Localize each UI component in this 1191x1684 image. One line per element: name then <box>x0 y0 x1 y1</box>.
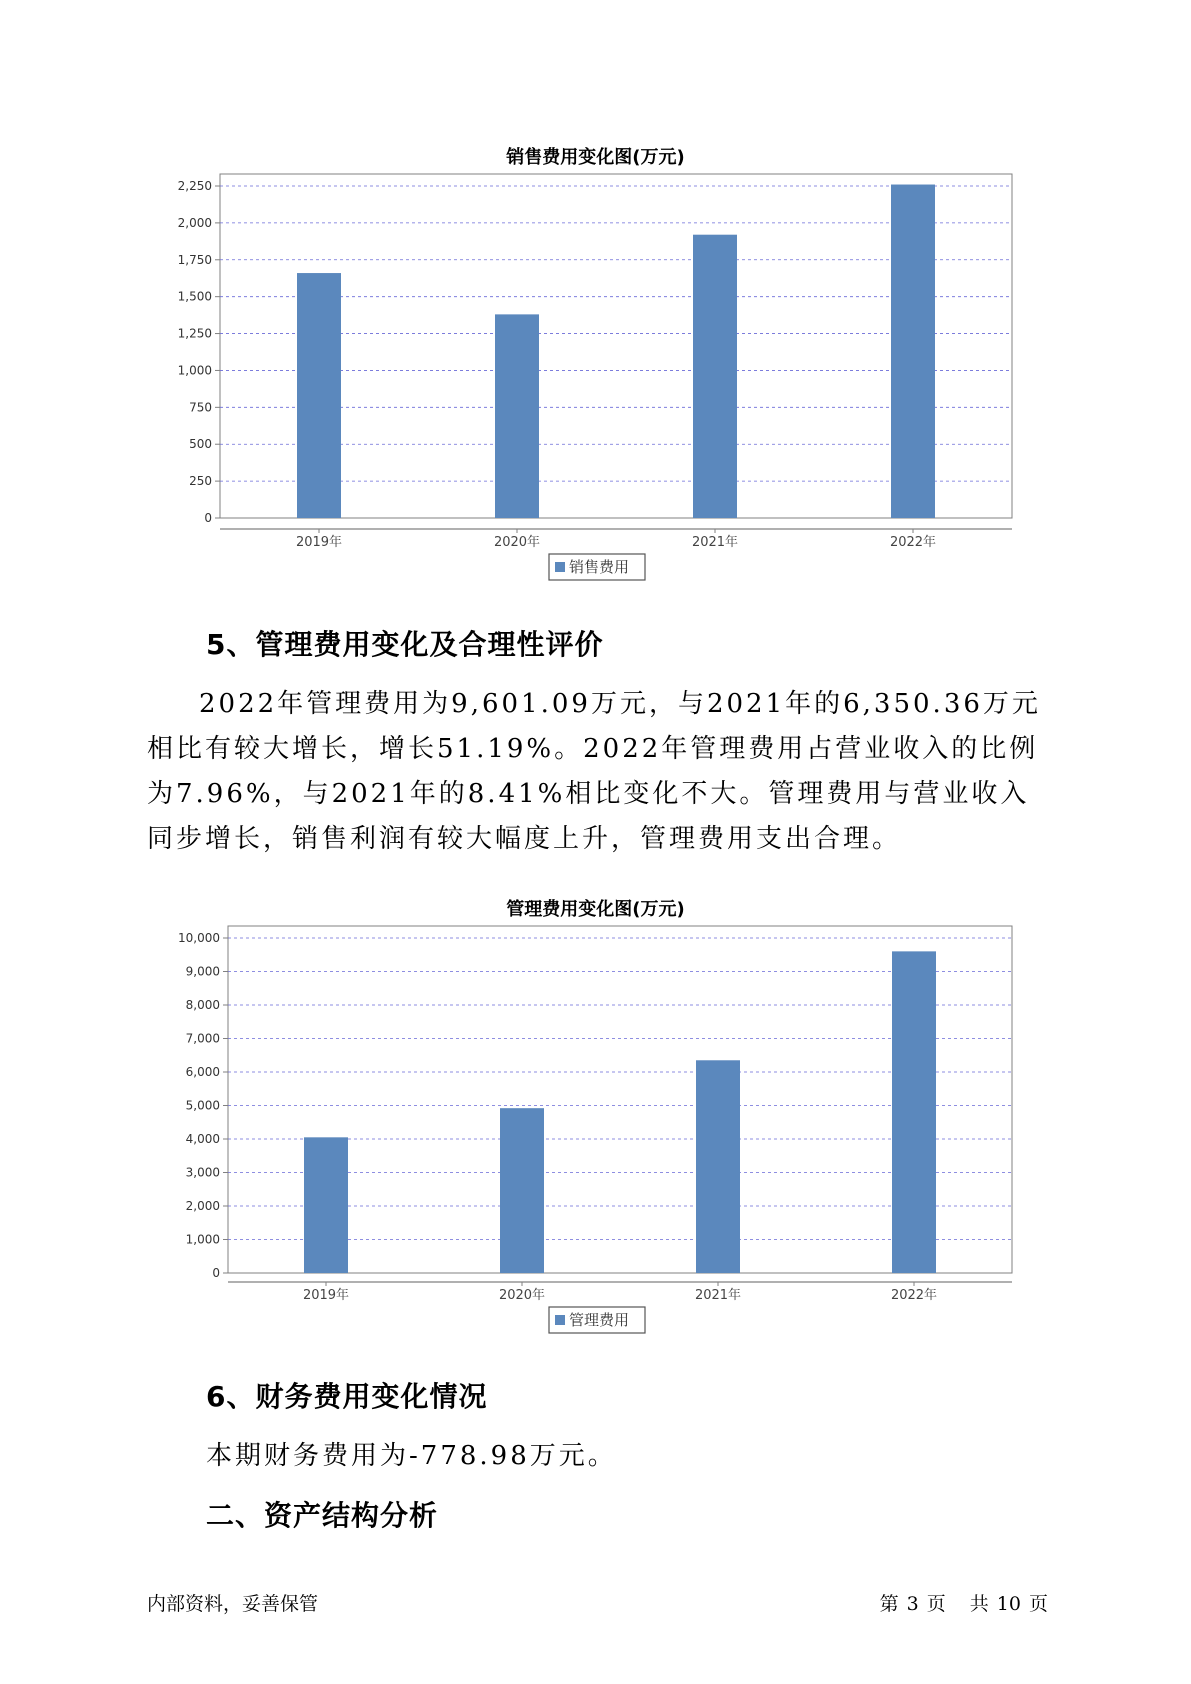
y-tick-label: 2,000 <box>185 1199 220 1213</box>
bar-2019年 <box>304 1137 348 1273</box>
bar-2022年 <box>892 951 936 1273</box>
y-tick-label: 8,000 <box>185 998 220 1012</box>
total-prefix: 共 <box>969 1593 989 1615</box>
y-tick-label: 4,000 <box>185 1132 220 1146</box>
bar-2021年 <box>693 235 737 518</box>
section6-paragraph: 本期财务费用为-778.98万元。 <box>206 1441 617 1471</box>
x-tick-label: 2022年 <box>889 535 937 550</box>
y-tick-label: 1,000 <box>185 1232 220 1247</box>
y-tick-label: 1,750 <box>177 252 212 267</box>
y-tick-label: 500 <box>189 437 212 452</box>
y-tick-label: 3,000 <box>185 1165 220 1180</box>
x-tick-label: 2021年 <box>691 535 739 550</box>
admin-expense-bar-chart <box>0 902 1191 1352</box>
x-tick-label: 2019年 <box>295 535 343 550</box>
section5-heading: 5、管理费用变化及合理性评价 <box>206 628 604 661</box>
y-tick-label: 6,000 <box>185 1065 220 1079</box>
total-suffix: 页 <box>1028 1593 1048 1615</box>
legend <box>549 554 645 580</box>
x-tick-label: 2022年 <box>890 1288 938 1303</box>
legend-label: 管理费用 <box>569 1311 630 1329</box>
chart-title-admin-expense: 管理费用变化图(万元) <box>506 899 685 920</box>
footer-page-indicator <box>876 1589 1052 1616</box>
bar-2022年 <box>891 185 935 518</box>
legend-swatch <box>555 1315 565 1325</box>
y-tick-label: 7,000 <box>185 1031 220 1046</box>
sales-expense-bar-chart <box>0 150 1191 600</box>
legend <box>549 1307 645 1333</box>
page-prefix: 第 <box>879 1593 899 1615</box>
y-tick-label: 250 <box>189 474 212 489</box>
legend-label: 销售费用 <box>569 558 630 576</box>
y-tick-label: 1,500 <box>177 289 212 304</box>
y-tick-label: 0 <box>212 1266 220 1280</box>
bar-2020年 <box>500 1108 544 1273</box>
y-tick-label: 2,000 <box>177 215 212 230</box>
y-tick-label: 750 <box>189 400 212 415</box>
x-tick-label: 2020年 <box>498 1288 546 1303</box>
x-tick-label: 2019年 <box>302 1288 350 1303</box>
section6-heading: 6、财务费用变化情况 <box>206 1380 488 1413</box>
bar-2020年 <box>495 314 539 518</box>
section5-paragraph <box>147 682 1052 862</box>
chart-title-sales-expense: 销售费用变化图(万元) <box>506 147 685 168</box>
y-tick-label: 5,000 <box>185 1098 220 1113</box>
section-two-heading: 二、资产结构分析 <box>206 1499 439 1532</box>
section5-paragraph-text: 2022年管理费用为9,601.09万元，与2021年的6,350.36万元相比有较大增长，增长51.19%。2022年管理费用占营业收入的比例为7.96%，与2021年的8.41%相比变化不大。管理费用与营业收入同步增长，销售利润有较大幅度上升，管理费用支出合理。 <box>147 689 1041 854</box>
y-tick-label: 10,000 <box>178 931 220 945</box>
y-tick-label: 0 <box>204 511 212 525</box>
y-tick-label: 1,250 <box>177 326 212 341</box>
y-tick-label: 2,250 <box>177 179 212 193</box>
y-tick-label: 9,000 <box>185 964 220 979</box>
x-tick-label: 2020年 <box>493 535 541 550</box>
page-number: 3 <box>906 1593 919 1615</box>
bar-2021年 <box>696 1060 740 1273</box>
page-suffix: 页 <box>926 1593 946 1615</box>
y-tick-label: 1,000 <box>177 363 212 378</box>
total-pages: 10 <box>996 1593 1021 1615</box>
footer-confidential-note: 内部资料，妥善保管 <box>147 1593 319 1615</box>
bar-2019年 <box>297 273 341 518</box>
legend-swatch <box>555 562 565 572</box>
x-tick-label: 2021年 <box>694 1288 742 1303</box>
